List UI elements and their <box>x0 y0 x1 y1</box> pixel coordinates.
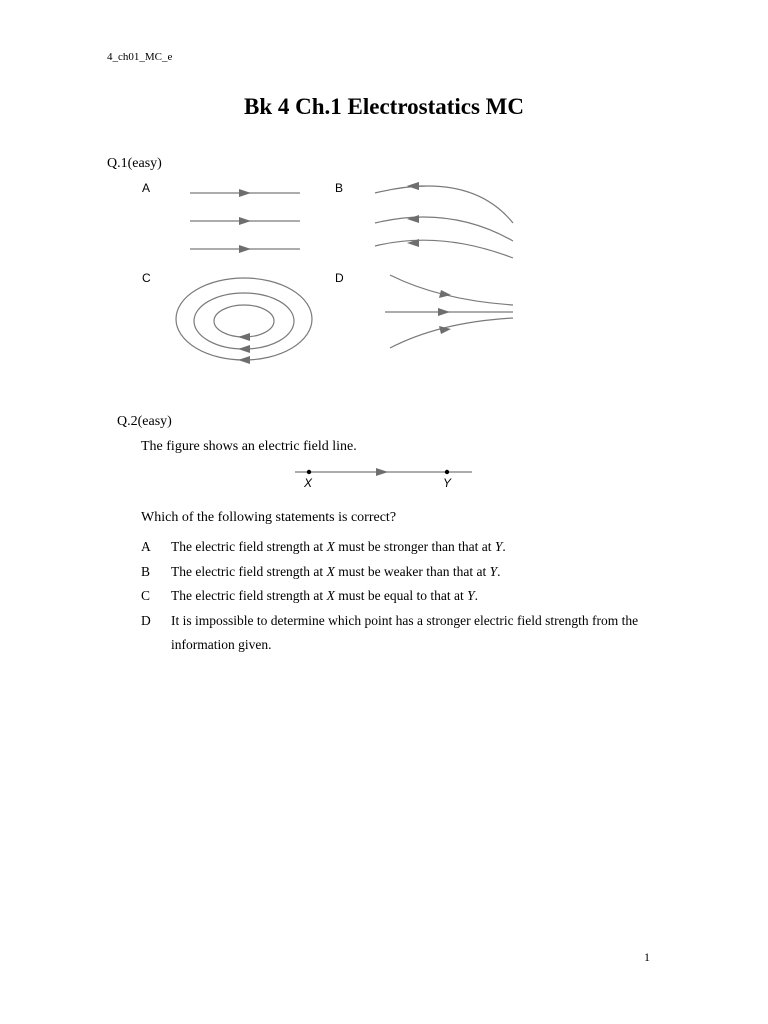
q1-option-a-label: A <box>142 181 151 195</box>
choice-c <box>141 584 661 609</box>
choice-text: The electric field strength at X must be equal to that at Y. <box>171 588 479 603</box>
choice-text: The electric field strength at X must be stronger than that at Y. <box>171 539 506 554</box>
point-y-label: Y <box>443 476 452 490</box>
q1-figure-d-arrows <box>438 290 451 334</box>
choice-letter: B <box>141 563 151 579</box>
choice-letter: A <box>141 539 151 554</box>
document-code: 4_ch01_MC_e <box>107 51 173 63</box>
q1-figure-d <box>385 275 513 348</box>
q1-option-c-label: C <box>142 271 151 285</box>
q1-figure-a <box>190 193 300 249</box>
q2-field-line-figure <box>295 468 472 476</box>
q1-option-b-label: B <box>335 181 344 195</box>
choice-letter: C <box>141 588 151 603</box>
choice-b <box>141 560 661 585</box>
question-2-label: Q.2(easy) <box>117 414 172 429</box>
answer-choices <box>141 535 661 658</box>
choice-d <box>141 609 661 658</box>
point-x-label: X <box>304 476 313 490</box>
page-number: 1 <box>644 950 650 964</box>
question-1-label: Q.1(easy) <box>107 156 162 171</box>
choice-text: The electric field strength at X must be weaker than that at Y. <box>171 563 501 579</box>
point-x-dot <box>307 470 311 474</box>
q1-figure-b-arrows <box>407 182 419 247</box>
q1-option-d-label: D <box>335 271 344 285</box>
question-2-prompt: Which of the following statements is correct? <box>141 510 397 525</box>
choice-a <box>141 535 661 560</box>
page-title: Bk 4 Ch.1 Electrostatics MC <box>243 94 525 119</box>
choice-letter: D <box>141 612 151 628</box>
point-y-dot <box>445 470 449 474</box>
q1-figure-b <box>375 186 513 258</box>
question-2-stem: The figure shows an electric field line. <box>141 439 357 454</box>
choice-text: It is impossible to determine which point has a stronger electric field strength from the information given. <box>171 612 639 652</box>
